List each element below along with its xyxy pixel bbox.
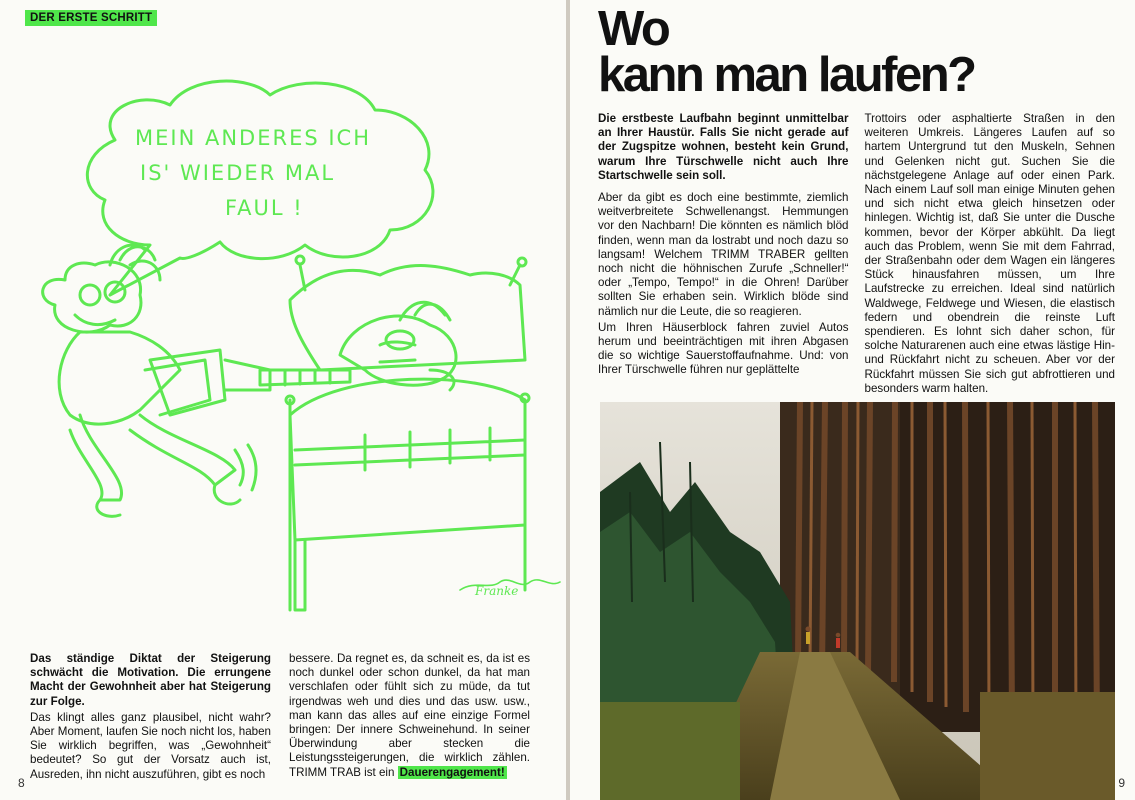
left-column-1 xyxy=(30,652,271,782)
right-column-1 xyxy=(598,112,849,396)
left-col1-body: Das klingt alles ganz plausibel, nicht wahr? Aber Moment, laufen Sie noch nicht los, haben Sie wirklich begriffen, was „Gewohnheit“ bedeutet? So gut der Vorsatz auch ist, Ausreden, ihn nicht auszuführen, gibt es noch xyxy=(30,710,271,781)
page-number-right: 9 xyxy=(1118,776,1125,790)
right-lead: Die erstbeste Laufbahn beginnt unmittelbar an Ihrer Haustür. Falls Sie nicht gerade auf der Zugspitze wohnen, besteht kein Grund, warum Ihre Türschwelle nicht auch Ihre Startschwelle sein soll. xyxy=(598,112,849,182)
headline-line-1: Wo xyxy=(598,2,669,56)
speech-line-1: MEIN ANDERES ICH xyxy=(135,126,371,150)
standing-figure-legs xyxy=(70,415,235,500)
headline xyxy=(598,2,975,102)
left-page xyxy=(0,0,566,800)
left-lead: Das ständige Diktat der Steigerung schwächt die Motivation. Die errungene Macht der Gewohnheit aber hat Steigerung zur Folge. xyxy=(30,652,271,708)
right-article xyxy=(598,112,1115,396)
section-tag: DER ERSTE SCHRITT xyxy=(25,10,157,26)
speech-text xyxy=(135,126,371,220)
right-col1-p2: Um Ihren Häuserblock fahren zuviel Autos herum und beeinträchtigen mit ihren Abgasen die so wichtige Sauerstoffaufnahme. Und: von Ihrer Türschwelle führen nur geplättelte xyxy=(598,320,849,377)
speech-line-3: FAUL ! xyxy=(225,196,304,220)
page-number-left: 8 xyxy=(18,776,25,790)
signature-text: Franke xyxy=(475,584,519,598)
highlight-dauerengagement: Dauerengagement! xyxy=(399,765,505,779)
sleeping-head xyxy=(340,316,456,385)
left-col2-body: bessere. Da regnet es, da schneit es, da ist es noch dunkel oder schon dunkel, da hat man verschlafen oder fühlt sich zu müde, da tut irgendwas weh und dies und das usw. usw., man kann das alles auf eine einzige Formel bringen: Der innere Schweinehund. In seiner Überwindung aber stecken die Leistungssteigerungen, die wirklich zählen. TRIMM TRAB ist ein xyxy=(289,652,530,779)
left-column-2 xyxy=(289,652,530,782)
left-col2-body-wrap xyxy=(289,652,530,780)
speech-bubble xyxy=(87,81,433,295)
right-column-2 xyxy=(865,112,1116,396)
right-col1-p1: Aber da gibt es doch eine bestimmte, ziemlich weitverbreitete Schwellenangst. Hemmungen vor den Nachbarn! Die könnten es nämlich blöd finden, wenn man da lostrabt und noch dazu so langsam! Welchem TRIMM TRABER gellten noch nicht die höhnischen Zurufe „Schneller!“ oder „Tempo, Tempo!“ in die Ohren! Darüber sollten Sie erhaben sein. Wirklich blöde sind nämlich nur die Leute, die so reagieren. xyxy=(598,191,849,318)
left-article xyxy=(30,652,530,782)
right-col2-p1: Trottoirs oder asphaltierte Straßen in den weiteren Umkreis. Längeres Laufen auf so hartem Untergrund tut den Muskeln, Sehnen und Gelenken nicht gut. Suchen Sie die nächstgelegene Anlage auf oder einen Park. Nach einem Lauf soll man einige Minuten gehen und sich nicht etwa gleich hinsetzen oder hinlegen. Wichtig ist, daß Sie unter die Dusche kommen, bevor der Körper abkühlt. Da liegt auch das Problem, wenn Sie mit dem Fahrrad, der Straßenbahn oder dem Wagen ein längeres Stück hinausfahren müssen, um Ihre Laufstrecke zu erreichen. Ideal sind natürlich Waldwege, Feldwege und Wiesen, die elastisch federn und obendrein die reinste Luft spendieren. Es lohnt sich daher schon, für solche Naturarenen auch eine etwas lästige Hin- und Rückfahrt nicht zu scheuen. Aber vor der Rückfahrt müssen Sie sich gut abfrottieren und besonders warm halten. xyxy=(864,112,1115,395)
speech-line-2: IS' WIEDER MAL xyxy=(140,161,336,185)
right-page xyxy=(570,0,1135,800)
pulling-arm xyxy=(260,370,350,385)
cartoon-illustration xyxy=(20,70,565,615)
headline-line-2: kann man laufen? xyxy=(598,48,975,102)
forest-path-photo xyxy=(600,402,1115,800)
standing-figure-body xyxy=(59,332,180,424)
